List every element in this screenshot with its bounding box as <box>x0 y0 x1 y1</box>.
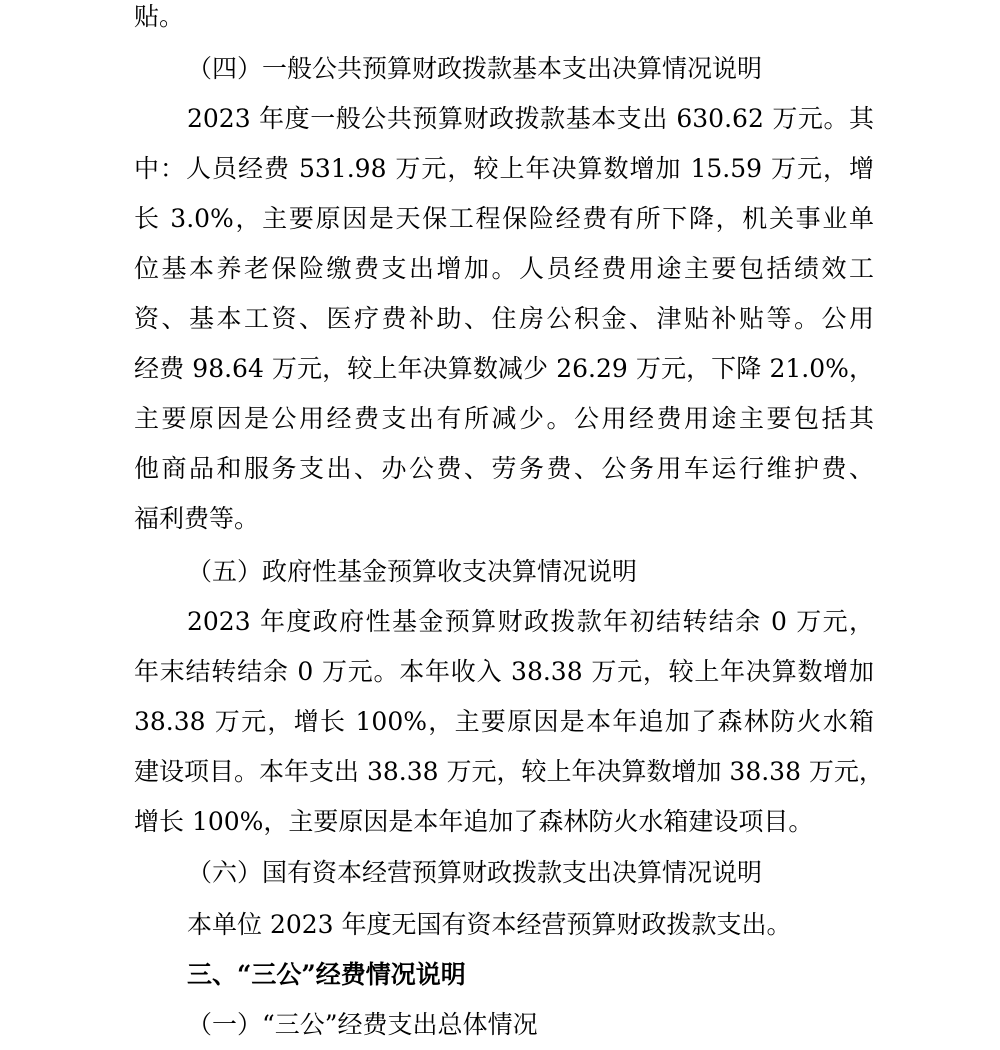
paragraph-line: 资、基本工资、医疗费补助、住房公积金、津贴补贴等。公用 <box>134 304 874 333</box>
paragraph-line: 本单位 2023 年度无国有资本经营预算财政拨款支出。 <box>187 910 792 939</box>
section-heading-4: （四）一般公共预算财政拨款基本支出决算情况说明 <box>187 54 763 83</box>
sub-heading: （一）“三公”经费支出总体情况 <box>187 1010 538 1039</box>
paragraph-line: 建设项目。本年支出 38.38 万元，较上年决算数增加 38.38 万元， <box>134 757 884 786</box>
paragraph-line: 中：人员经费 531.98 万元，较上年决算数增加 15.59 万元，增 <box>134 154 874 183</box>
paragraph-line: 经费 98.64 万元，较上年决算数减少 26.29 万元，下降 21.0%， <box>134 354 874 383</box>
paragraph-line: 38.38 万元，增长 100%，主要原因是本年追加了森林防火水箱 <box>134 707 874 736</box>
paragraph-line: 2023 年度一般公共预算财政拨款基本支出 630.62 万元。其 <box>187 104 874 133</box>
paragraph-line: 主要原因是公用经费支出有所减少。公用经费用途主要包括其 <box>134 404 874 433</box>
paragraph-line: 位基本养老保险缴费支出增加。人员经费用途主要包括绩效工 <box>134 254 874 283</box>
paragraph-line: 年末结转结余 0 万元。本年收入 38.38 万元，较上年决算数增加 <box>134 657 874 686</box>
paragraph-line: 2023 年度政府性基金预算财政拨款年初结转结余 0 万元， <box>187 607 874 636</box>
paragraph-line: 福利费等。 <box>134 504 260 533</box>
paragraph-line: 增长 100%，主要原因是本年追加了森林防火水箱建设项目。 <box>134 807 814 836</box>
section-heading-5: （五）政府性基金预算收支决算情况说明 <box>187 557 638 586</box>
paragraph-line: 他商品和服务支出、办公费、劳务费、公务用车运行维护费、 <box>134 454 874 483</box>
paragraph-line: 长 3.0%，主要原因是天保工程保险经费有所下降，机关事业单 <box>134 204 874 233</box>
part-heading-3: 三、“三公”经费情况说明 <box>187 960 466 989</box>
paragraph-fragment: 贴。 <box>134 2 185 31</box>
section-heading-6: （六）国有资本经营预算财政拨款支出决算情况说明 <box>187 858 763 887</box>
